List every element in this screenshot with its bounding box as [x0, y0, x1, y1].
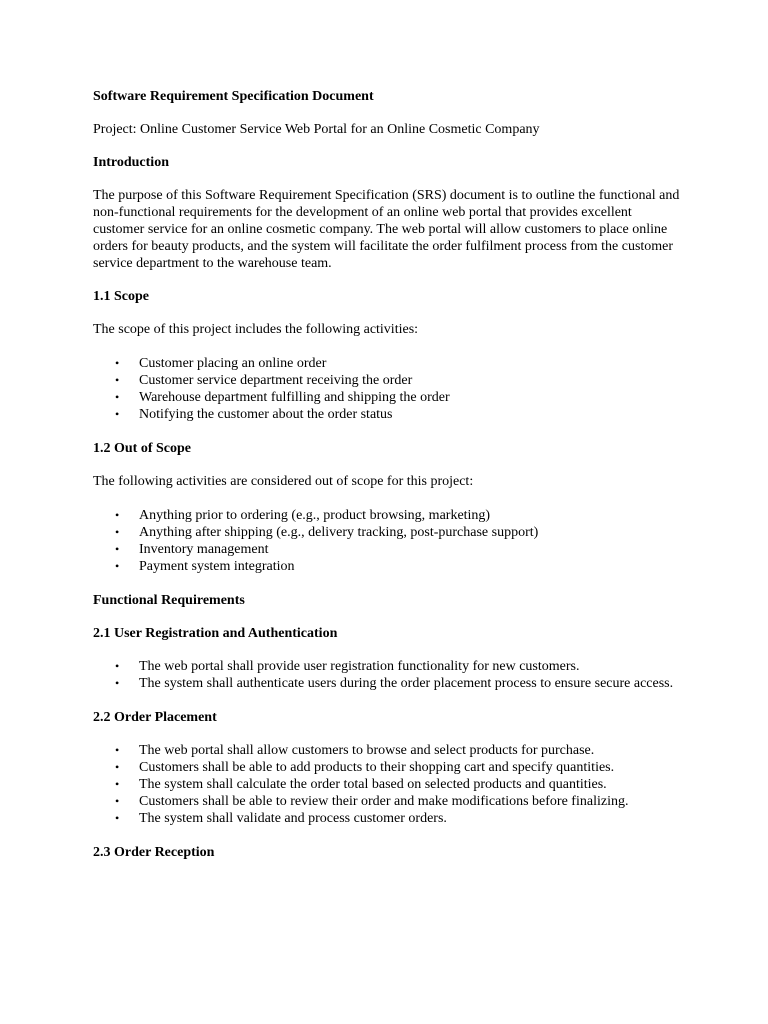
registration-list — [93, 658, 683, 692]
bullet-icon: • — [115, 508, 120, 522]
order-placement-heading: 2.2 Order Placement — [93, 710, 217, 725]
list-item-text: Customers shall be able to review their order and make modifications before finalizing. — [139, 794, 629, 809]
bullet-icon: • — [115, 542, 120, 556]
registration-heading: 2.1 User Registration and Authentication — [93, 626, 338, 641]
list-item — [93, 406, 683, 423]
list-item-text: The system shall calculate the order total based on selected products and quantities. — [139, 777, 607, 792]
list-item — [93, 389, 683, 406]
bullet-icon: • — [115, 760, 120, 774]
bullet-icon: • — [115, 373, 120, 387]
list-item — [93, 658, 683, 675]
list-item — [93, 675, 683, 692]
bullet-icon: • — [115, 743, 120, 757]
list-item-text: Warehouse department fulfilling and shipping the order — [139, 390, 450, 405]
document-title: Software Requirement Specification Document — [93, 89, 374, 104]
scope-list — [93, 355, 683, 423]
list-item-text: Inventory management — [139, 542, 269, 557]
scope-intro: The scope of this project includes the following activities: — [93, 322, 419, 337]
introduction-heading: Introduction — [93, 155, 169, 170]
bullet-icon: • — [115, 356, 120, 370]
list-item — [93, 372, 683, 389]
project-line: Project: Online Customer Service Web Portal for an Online Cosmetic Company — [93, 122, 540, 137]
out-of-scope-heading: 1.2 Out of Scope — [93, 441, 191, 456]
list-item-text: Customers shall be able to add products to their shopping cart and specify quantities. — [139, 760, 615, 775]
bullet-icon: • — [115, 676, 120, 690]
out-of-scope-intro: The following activities are considered out of scope for this project: — [93, 474, 474, 489]
list-item — [93, 355, 683, 372]
list-item — [93, 793, 683, 810]
list-item-text: Anything after shipping (e.g., delivery tracking, post-purchase support) — [139, 525, 539, 540]
list-item-text: The system shall authenticate users during the order placement process to ensure secure access. — [139, 676, 674, 691]
bullet-icon: • — [115, 559, 120, 573]
introduction-paragraph: The purpose of this Software Requirement Specification (SRS) document is to outline the functional and non-functional requirements for the development of an online web portal that provides excellent customer service for an online cosmetic company. The web portal will allow customers to place online orders for beauty products, and the system will facilitate the order fulfilment process from the customer service department to the warehouse team. — [93, 188, 680, 271]
list-item — [93, 776, 683, 793]
list-item-text: Customer service department receiving the order — [139, 373, 413, 388]
list-item-text: Anything prior to ordering (e.g., product browsing, marketing) — [139, 508, 491, 523]
bullet-icon: • — [115, 659, 120, 673]
list-item-text: Payment system integration — [139, 559, 295, 574]
list-item-text: The web portal shall allow customers to browse and select products for purchase. — [139, 743, 595, 758]
bullet-icon: • — [115, 390, 120, 404]
list-item-text: Notifying the customer about the order status — [139, 407, 393, 422]
list-item — [93, 742, 683, 759]
bullet-icon: • — [115, 407, 120, 421]
functional-requirements-heading: Functional Requirements — [93, 593, 245, 608]
bullet-icon: • — [115, 794, 120, 808]
list-item — [93, 558, 683, 575]
list-item-text: Customer placing an online order — [139, 356, 327, 371]
document-page — [93, 88, 683, 877]
list-item-text: The system shall validate and process customer orders. — [139, 811, 447, 826]
list-item — [93, 810, 683, 827]
list-item — [93, 524, 683, 541]
list-item — [93, 759, 683, 776]
list-item-text: The web portal shall provide user registration functionality for new customers. — [139, 659, 580, 674]
scope-heading: 1.1 Scope — [93, 289, 149, 304]
bullet-icon: • — [115, 777, 120, 791]
list-item — [93, 507, 683, 524]
list-item — [93, 541, 683, 558]
out-of-scope-list — [93, 507, 683, 575]
order-placement-list — [93, 742, 683, 827]
bullet-icon: • — [115, 525, 120, 539]
order-reception-heading: 2.3 Order Reception — [93, 845, 215, 860]
bullet-icon: • — [115, 811, 120, 825]
